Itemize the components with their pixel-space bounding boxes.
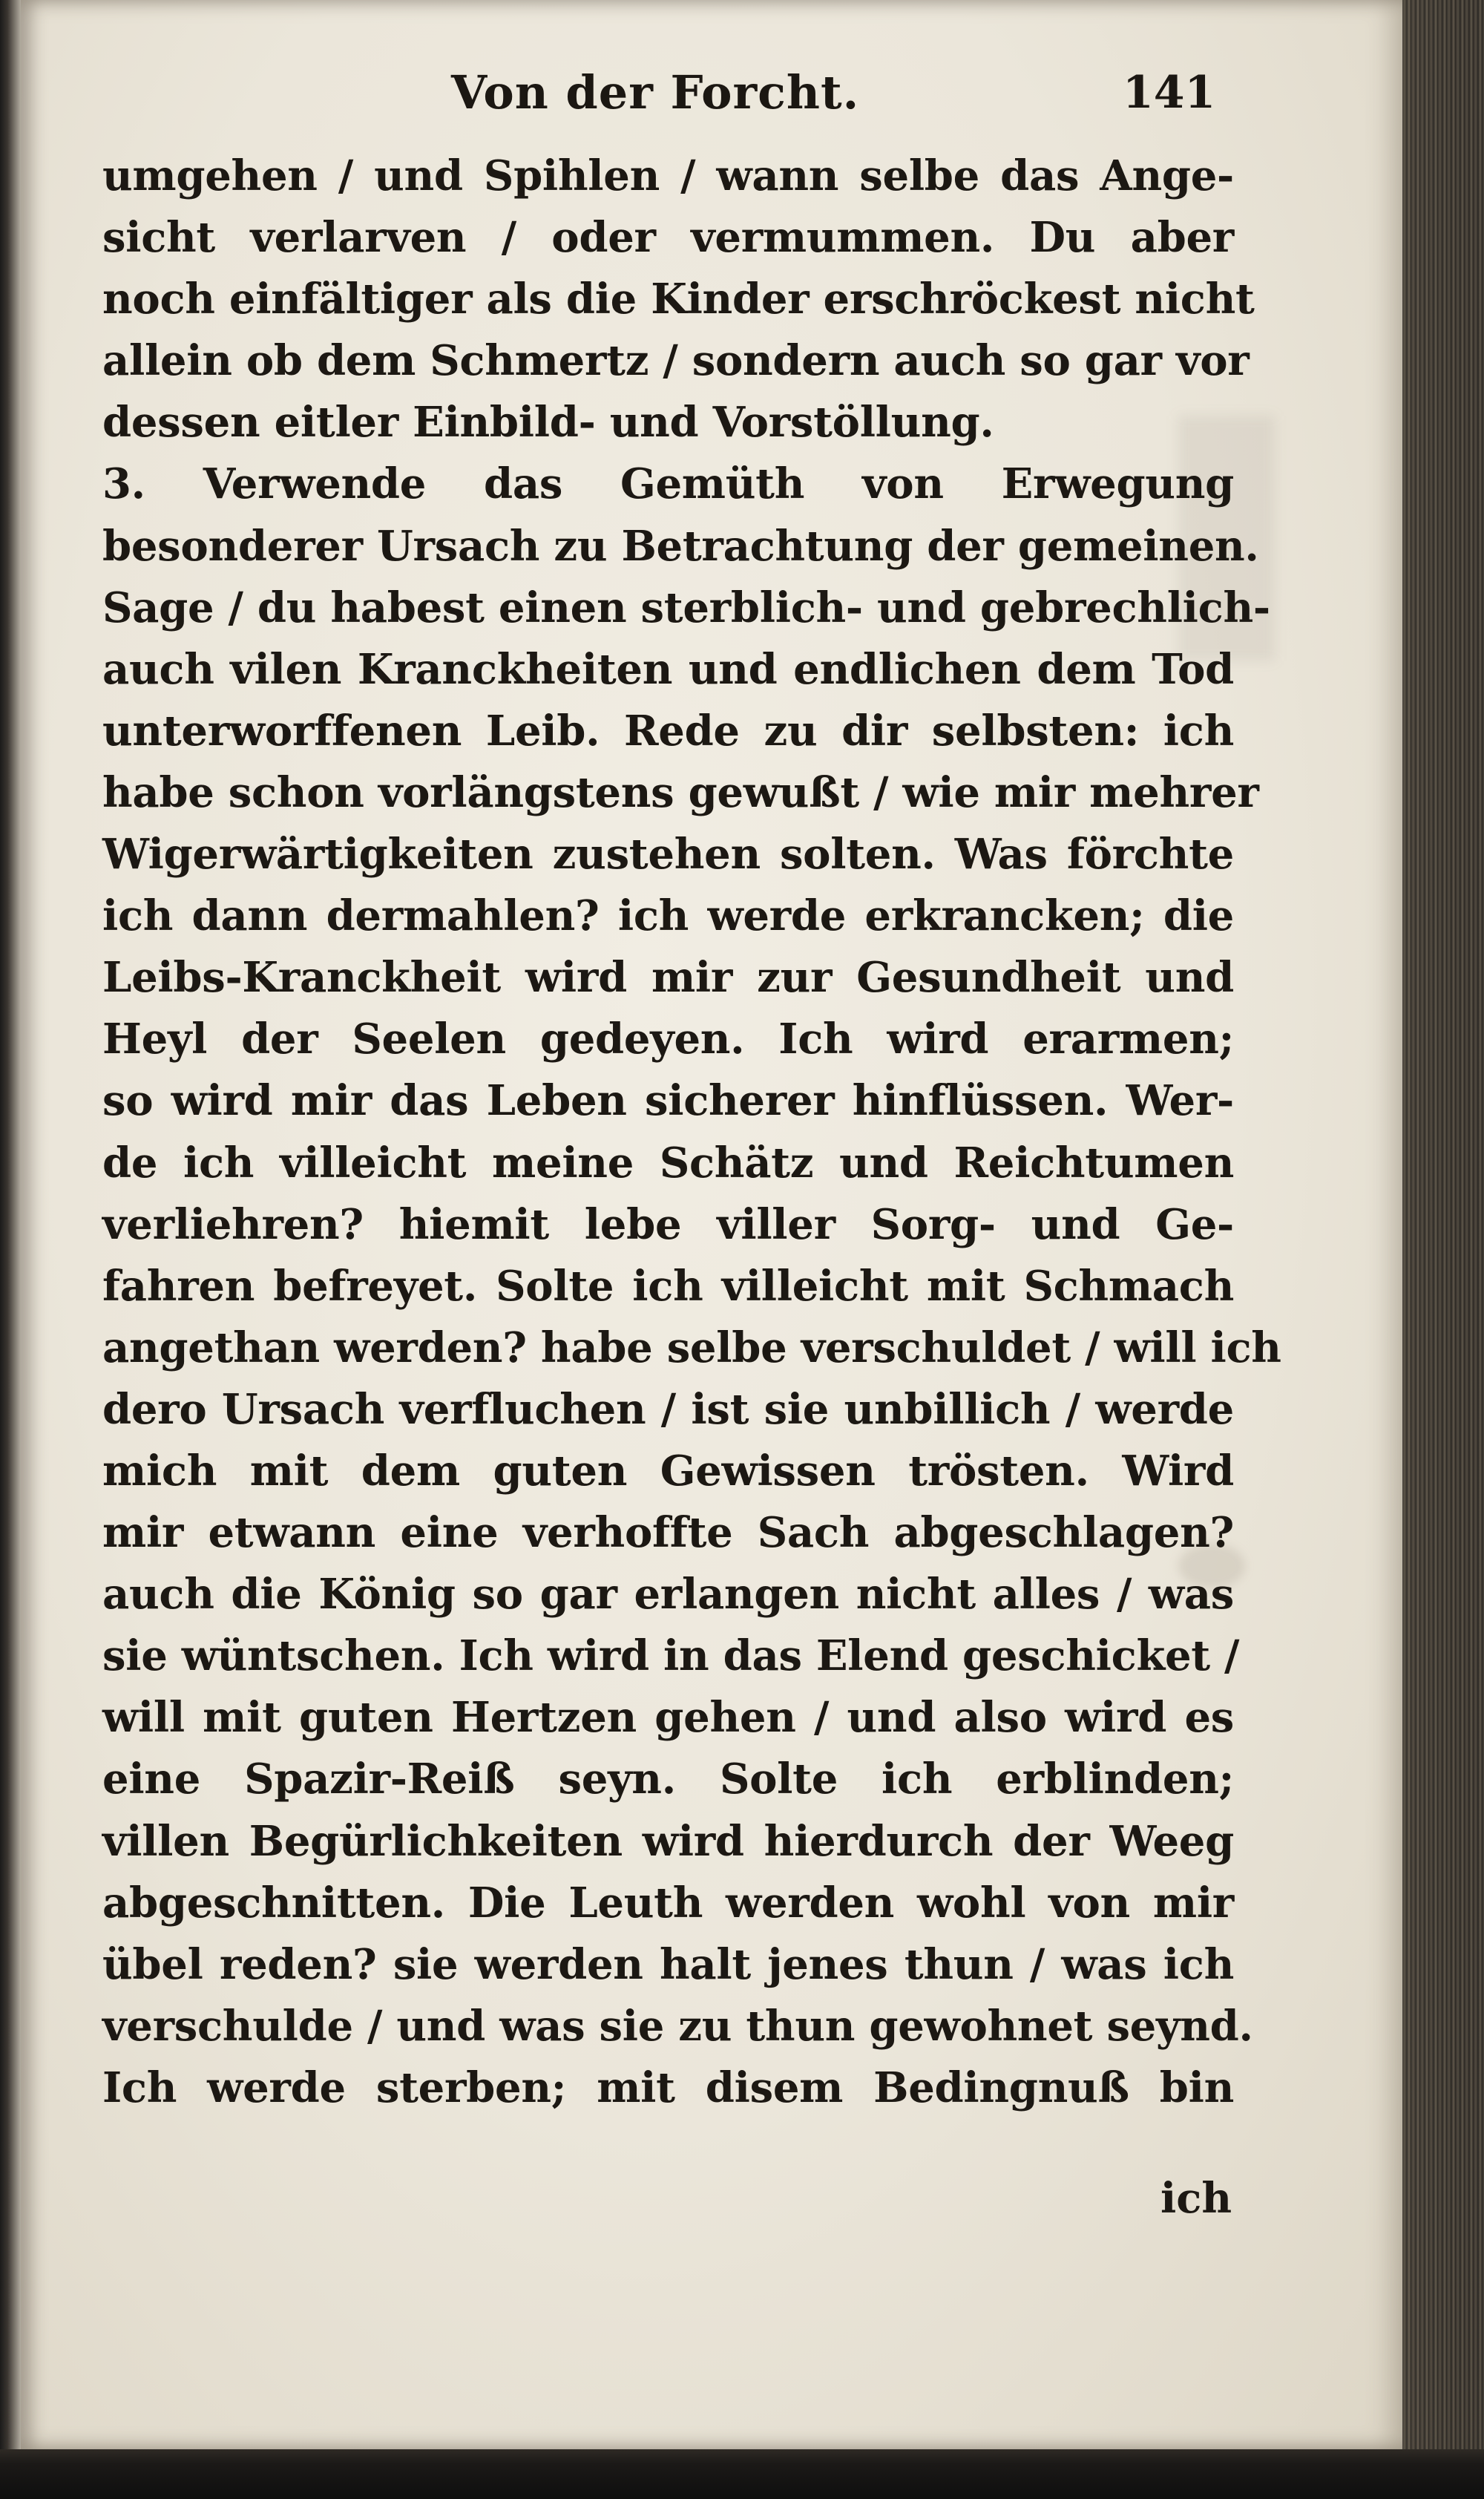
- text-line: verschulde / und was sie zu thun gewohnet seynd.: [102, 2001, 1253, 2051]
- text-line: 3. Verwende das Gemüth von Erwegung: [102, 459, 1234, 509]
- text-line: angethan werden? habe selbe verschuldet / will ich: [102, 1323, 1281, 1372]
- text-line: villen Begürlichkeiten wird hierdurch der Weeg: [102, 1816, 1234, 1866]
- text-line: Leibs-Kranckheit wird mir zur Gesundheit und: [102, 953, 1234, 1003]
- text-line: übel reden? sie werden halt jenes thun / was ich: [102, 1939, 1234, 1989]
- text-line: so wird mir das Leben sicherer hinflüssen. Wer-: [102, 1076, 1234, 1126]
- text-line: unterworffenen Leib. Rede zu dir selbsten: ich: [102, 706, 1234, 756]
- text-line: umgehen / und Spihlen / wann selbe das Ange-: [102, 151, 1234, 200]
- text-line: Wigerwärtigkeiten zustehen solten. Was förchte: [102, 830, 1234, 880]
- bottom-edge: [0, 2449, 1484, 2499]
- text-line: de ich villeicht meine Schätz und Reichtumen: [102, 1138, 1234, 1188]
- text-line: ich dann dermahlen? ich werde erkrancken; die: [102, 891, 1234, 941]
- text-line: auch die König so gar erlangen nicht alles / was: [102, 1570, 1234, 1619]
- text-line: mir etwann eine verhoffte Sach abgeschlagen?: [102, 1508, 1234, 1558]
- text-line: dero Ursach verfluchen / ist sie unbillich / werde: [102, 1384, 1234, 1434]
- text-line: Sage / du habest einen sterblich- und gebrechlich-: [102, 583, 1270, 632]
- page-header: [21, 65, 1402, 125]
- text-line: sicht verlarven / oder vermummen. Du aber: [102, 213, 1234, 263]
- text-line: dessen eitler Einbild- und Vorstöllung.: [102, 398, 994, 448]
- text-line: fahren befreyet. Solte ich villeicht mit Schmach: [102, 1261, 1234, 1311]
- text-line: will mit guten Hertzen gehen / und also wird es: [102, 1693, 1234, 1743]
- running-title: Von der Forcht.: [451, 65, 860, 119]
- text-line: noch einfältiger als die Kinder erschröckest nicht: [102, 275, 1255, 324]
- body-text: [102, 145, 1281, 2119]
- text-line: abgeschnitten. Die Leuth werden wohl von mir: [102, 1878, 1234, 1928]
- text-line: habe schon vorlängstens gewußt / wie mir mehrer: [102, 767, 1259, 817]
- text-line: Ich werde sterben; mit disem Bedingnuß bin: [102, 2063, 1234, 2112]
- text-line: sie wüntschen. Ich wird in das Elend geschicket /: [102, 1631, 1240, 1681]
- text-line: eine Spazir-Reiß seyn. Solte ich erblinden;: [102, 1755, 1234, 1804]
- text-line: mich mit dem guten Gewissen trösten. Wird: [102, 1446, 1234, 1496]
- text-line: Heyl der Seelen gedeyen. Ich wird erarmen;: [102, 1015, 1234, 1064]
- page-number: 141: [1123, 67, 1216, 119]
- book-page: [21, 0, 1402, 2449]
- page-edges: [1402, 0, 1484, 2499]
- text-line: auch vilen Kranckheiten und endlichen dem Tod: [102, 644, 1234, 694]
- text-line: verliehren? hiemit lebe viller Sorg- und Ge-: [102, 1199, 1234, 1249]
- catchword: ich: [1160, 2174, 1232, 2223]
- text-line: besonderer Ursach zu Betrachtung der gemeinen.: [102, 521, 1259, 571]
- text-line: allein ob dem Schmertz / sondern auch so gar vor: [102, 336, 1250, 386]
